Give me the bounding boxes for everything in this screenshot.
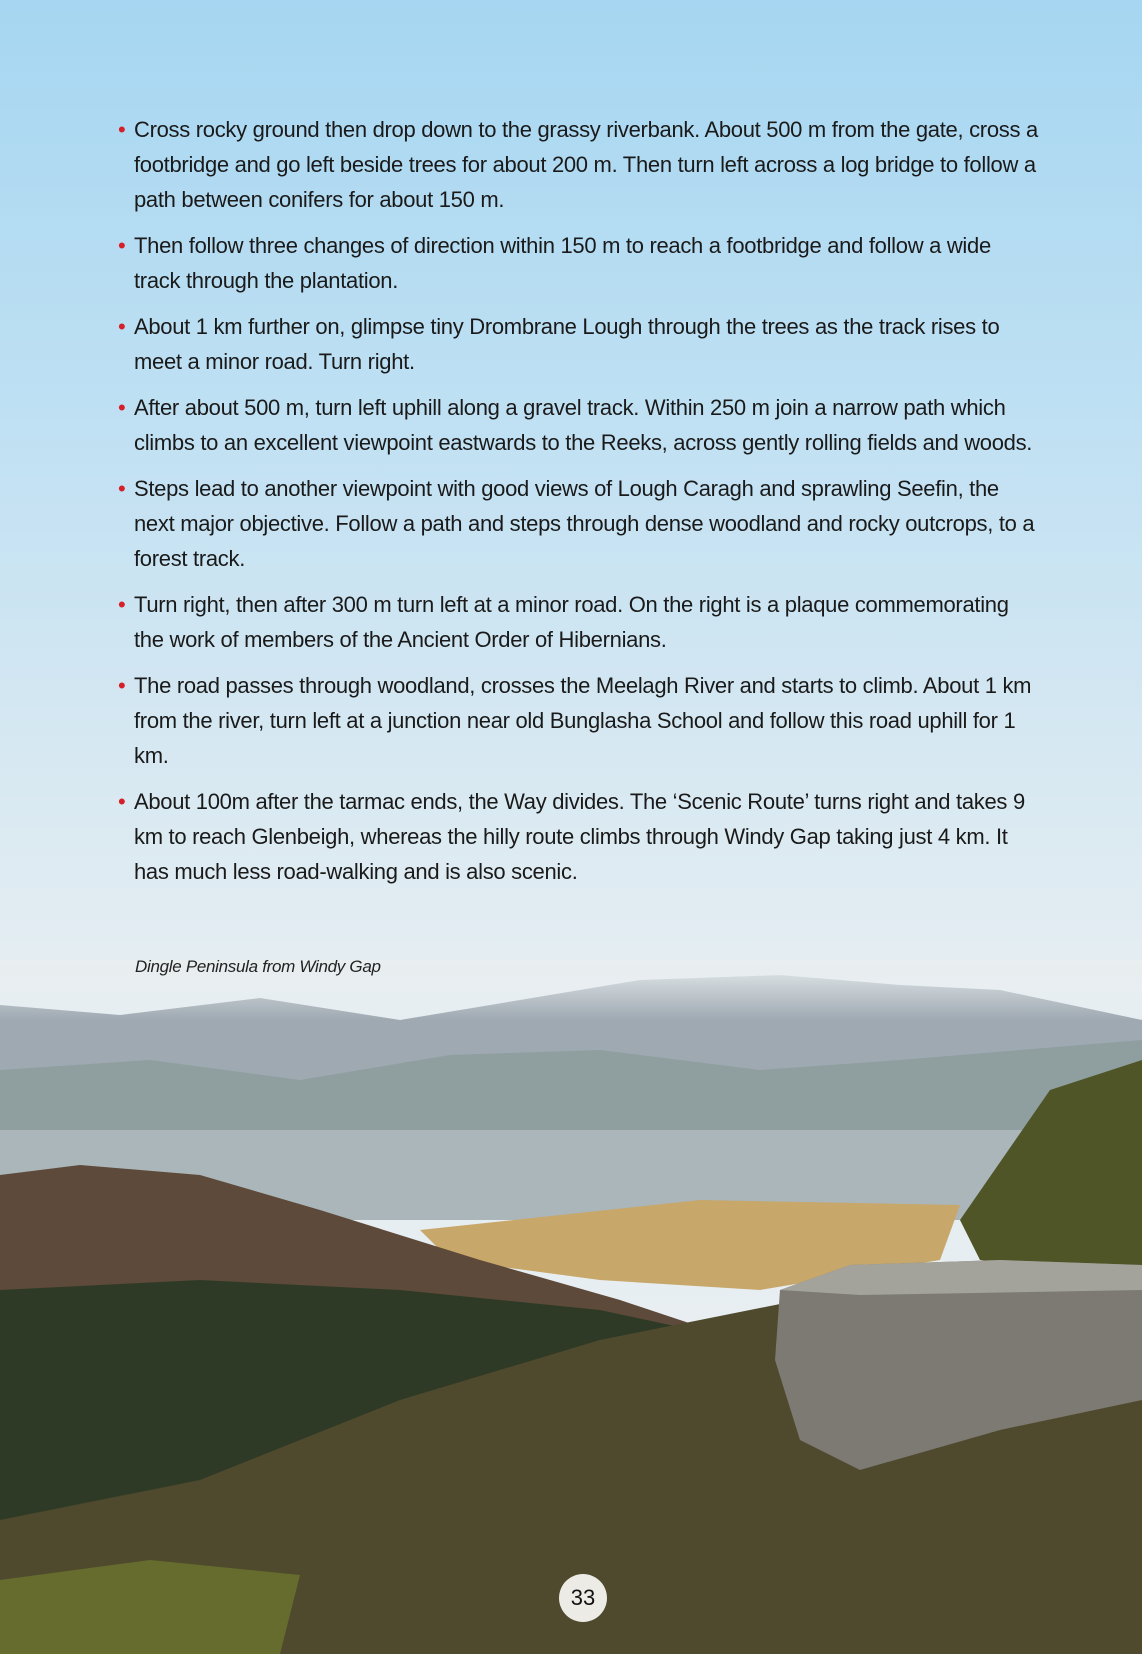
direction-item: • Then follow three changes of direction within 150 m to reach a footbridge and follow a wide track through the plantation. (118, 228, 1038, 298)
bullet-icon: • (118, 673, 126, 698)
direction-item: • About 1 km further on, glimpse tiny Drombrane Lough through the trees as the track rises to meet a minor road. Turn right. (118, 309, 1038, 379)
direction-item: • Turn right, then after 300 m turn left at a minor road. On the right is a plaque commemorating the work of members of the Ancient Order of Hibernians. (118, 587, 1038, 657)
direction-item: • The road passes through woodland, crosses the Meelagh River and starts to climb. About 1 km from the river, turn left at a junction near old Bunglasha School and follow this road uphill for 1 km. (118, 668, 1038, 773)
bullet-icon: • (118, 314, 126, 339)
direction-item: • About 100m after the tarmac ends, the Way divides. The ‘Scenic Route’ turns right and takes 9 km to reach Glenbeigh, whereas the hilly route climbs through Windy Gap taking just 4 km. It has much less road-walking and is also scenic. (118, 784, 1038, 889)
direction-item: • Cross rocky ground then drop down to the grassy riverbank. About 500 m from the gate, cross a footbridge and go left beside trees for about 200 m. Then turn left across a log bridge to follow a path between conifers for about 150 m. (118, 112, 1038, 217)
route-directions-list (118, 112, 1038, 900)
bullet-icon: • (118, 233, 126, 258)
bullet-icon: • (118, 789, 126, 814)
bullet-icon: • (118, 395, 126, 420)
photo-caption: Dingle Peninsula from Windy Gap (135, 957, 381, 976)
bullet-icon: • (118, 476, 126, 501)
page-number: 33 (559, 1574, 607, 1622)
direction-item: • After about 500 m, turn left uphill along a gravel track. Within 250 m join a narrow path which climbs to an excellent viewpoint eastwards to the Reeks, across gently rolling fields and woods. (118, 390, 1038, 460)
landscape-photo (0, 960, 1142, 1654)
direction-item: • Steps lead to another viewpoint with good views of Lough Caragh and sprawling Seefin, the next major objective. Follow a path and steps through dense woodland and rocky outcrops, to a forest track. (118, 471, 1038, 576)
bullet-icon: • (118, 117, 126, 142)
bullet-icon: • (118, 592, 126, 617)
